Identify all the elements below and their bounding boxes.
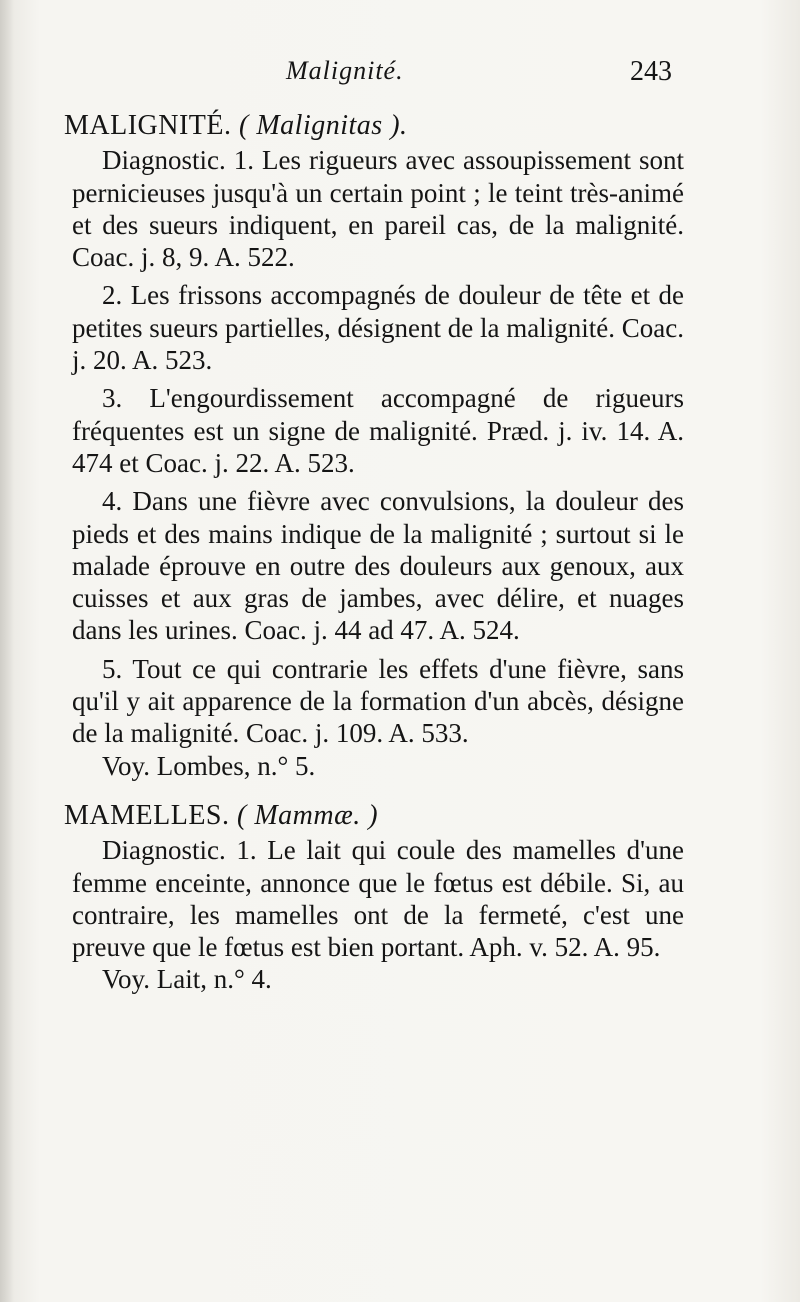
paragraph-2: 2. Les frissons accompagnés de douleur de tête et de petites sueurs partielles, désignent de la malignité. Coac. j. 20. A. 523. xyxy=(72,280,684,376)
paragraph-1: Diagnostic. 1. Le lait qui coule des mamelles d'une femme enceinte, annonce que le fœtus est débile. Si, au contraire, les mamelles ont de la fermeté, c'est une preuve que le fœtus est bien portant. Aph. v. 52. A. 95. xyxy=(72,835,684,963)
paragraph-5: 5. Tout ce qui contrarie les effets d'une fièvre, sans qu'il y ait apparence de la formation d'un abcès, désigne de la malignité. Coac. j. 109. A. 533. xyxy=(72,653,684,749)
running-title: Malignité. xyxy=(286,56,404,85)
page-content xyxy=(64,110,684,996)
paragraph-3: 3. L'engourdissement accompagné de rigueurs fréquentes est un signe de malignité. Præd. j. iv. 14. A. 474 et Coac. j. 22. A. 523. xyxy=(72,383,684,478)
see-also-reference: Voy. Lombes, n.° 5. xyxy=(102,750,316,781)
heading-word: MAMELLES. xyxy=(64,799,230,831)
paragraph-4: 4. Dans une fièvre avec convulsions, la douleur des pieds et des mains indique de la malignité ; surtout si le malade éprouve en outre des douleurs aux genoux, aux cuisses et aux gras de jambes, avec délire, et nuages dans les urines. Coac. j. 44 ad 47. A. 524. xyxy=(72,486,684,646)
heading-latin: ( Malignitas ). xyxy=(239,110,408,141)
paragraph-1: Diagnostic. 1. Les rigueurs avec assoupissement sont pernicieuses jusqu'à un certain point ; le teint très-animé et des sueurs indiquent, en pareil cas, de la malignité. Coac. j. 8, 9. A. 522. xyxy=(72,145,684,273)
heading-word: MALIGNITÉ. xyxy=(64,110,232,141)
entry-heading-mamelles xyxy=(64,800,684,832)
page-gutter-shadow xyxy=(0,0,14,1302)
entry-heading-malignite xyxy=(64,110,684,142)
see-also-reference: Voy. Lait, n.° 4. xyxy=(102,964,272,995)
page-number: 243 xyxy=(630,56,672,87)
running-head xyxy=(0,56,800,96)
heading-latin: ( Mammæ. ) xyxy=(237,799,379,831)
